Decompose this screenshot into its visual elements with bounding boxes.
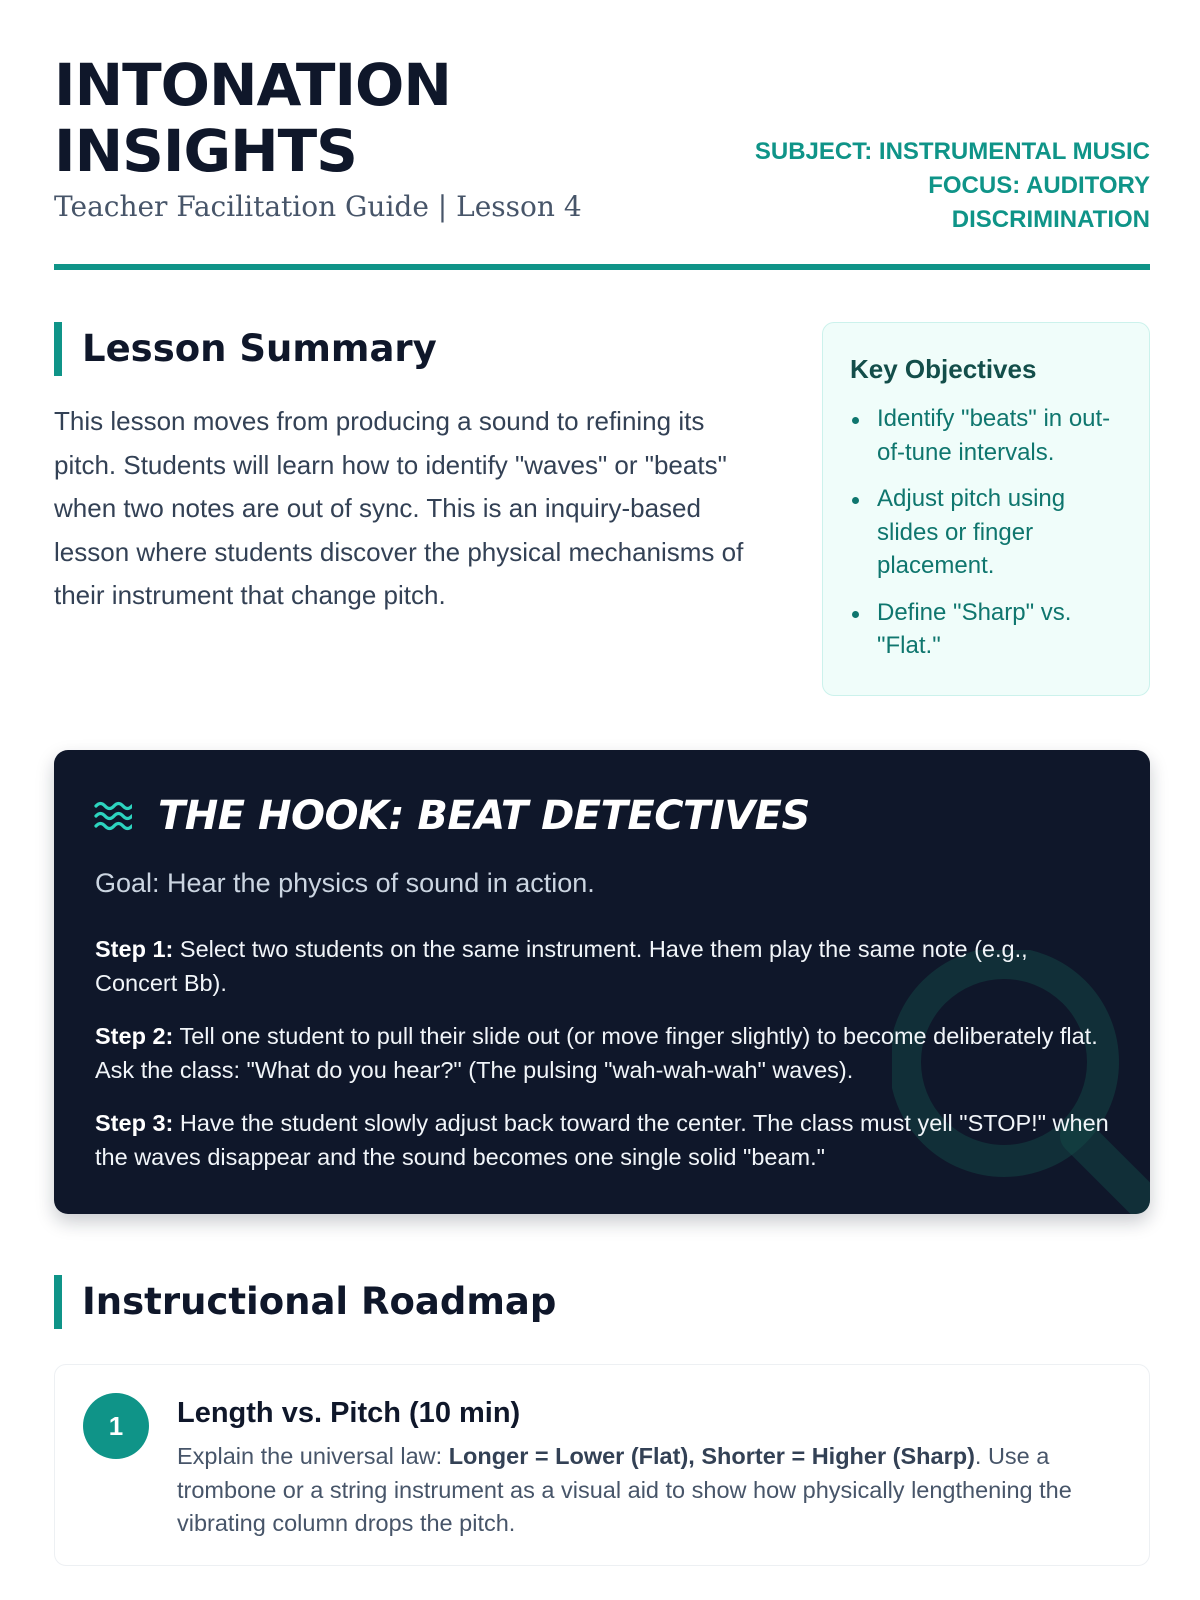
hook-steps [95,932,1115,1193]
page-header [54,52,1150,270]
page-subtitle: Teacher Facilitation Guide | Lesson 4 [54,190,582,223]
key-objectives-heading: Key Objectives [850,354,1037,384]
key-objectives-box [822,322,1150,696]
objective-item: Adjust pitch using slides or finger placement. [850,482,1123,583]
page-title-line-1: INTONATION [54,51,451,119]
roadmap-heading: Instructional Roadmap [54,1275,556,1329]
step-number-badge: 1 [83,1393,149,1459]
roadmap-step-description [177,1440,1107,1541]
wave-icon [94,798,132,834]
step-label: Step 2: [95,1023,174,1049]
lesson-meta [755,135,1150,237]
subject-label: SUBJECT: INSTRUMENTAL MUSIC [754,138,1150,165]
step-text: Tell one student to pull their slide out (or move finger slightly) to become deliberately flat. Ask the class: "What do you hear?" (The pulsing "wah-wah-wah" waves). [95,1023,1098,1083]
hook-title: THE HOOK: BEAT DETECTIVES [158,793,810,839]
desc-intro: Explain the universal law: [177,1443,449,1469]
lesson-summary-text: This lesson moves from producing a sound to refining its pitch. Students will learn how to identify "waves" or "beats" when two notes are out of sync. This is an inquiry-based lesson where students discover the physical mechanisms of their instrument that change pitch. [54,406,744,610]
step-text: Select two students on the same instrument. Have them play the same note (e.g., Concert Bb). [95,936,1028,996]
desc-detail: . Use a trombone or a string instrument as a visual aid to show how physically lengthening the vibrating column drops the pitch. [177,1443,1072,1536]
step-text: Have the student slowly adjust back toward the center. The class must yell "STOP!" when the waves disappear and the sound becomes one single solid "beam." [95,1110,1109,1170]
objective-item: Identify "beats" in out-of-tune intervals. [850,402,1123,469]
hook-step [95,1019,1115,1087]
roadmap-step-card [54,1364,1150,1566]
page-title-line-2: INSIGHTS [54,117,357,185]
focus-label-line-1: FOCUS: AUDITORY [928,172,1150,199]
hook-header [94,792,810,840]
hook-panel [54,750,1150,1214]
roadmap-step-title: Length vs. Pitch (10 min) [177,1397,521,1429]
step-label: Step 3: [95,1110,174,1136]
lesson-summary-heading: Lesson Summary [54,322,437,376]
focus-label-line-2: DISCRIMINATION [951,206,1150,233]
hook-step [95,932,1115,1000]
step-label: Step 1: [95,936,174,962]
objective-item: Define "Sharp" vs. "Flat." [850,596,1123,663]
hook-goal: Goal: Hear the physics of sound in action. [95,868,595,898]
desc-rule: Longer = Lower (Flat), Shorter = Higher (Sharp) [448,1443,975,1469]
hook-step [95,1106,1115,1174]
